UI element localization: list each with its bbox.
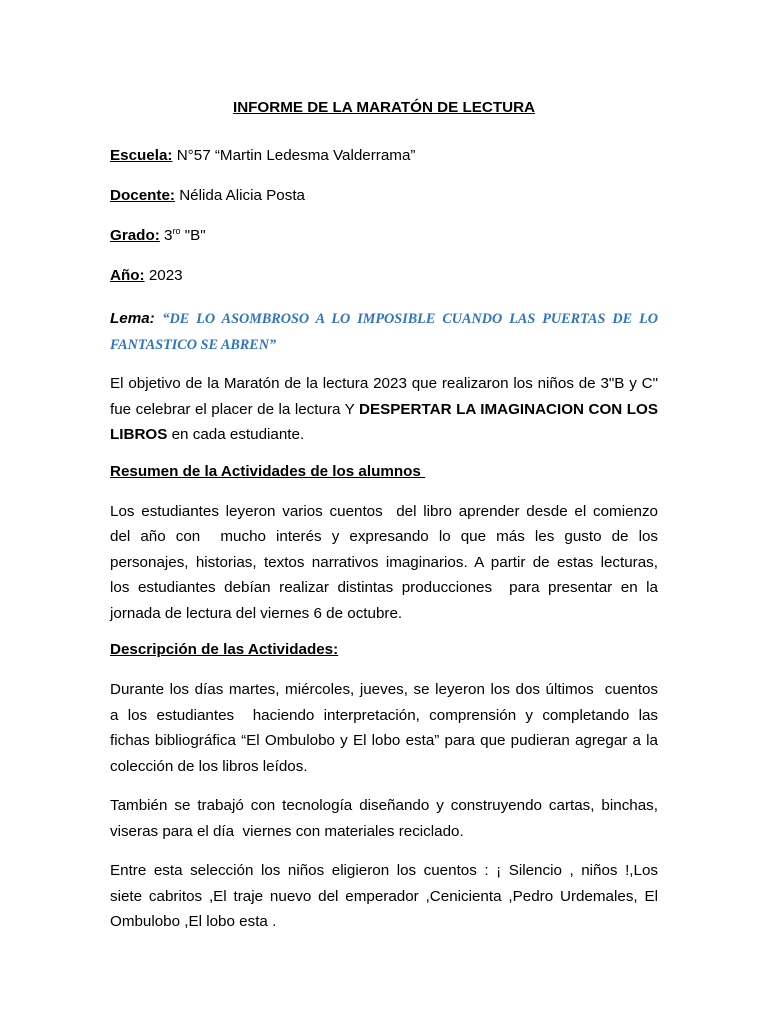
summary-heading: Resumen de la Actividades de los alumnos xyxy=(110,462,426,480)
teacher-value: Nélida Alicia Posta xyxy=(174,187,305,204)
year-value: 2023 xyxy=(144,267,183,284)
objective-paragraph xyxy=(110,371,658,448)
description-heading: Descripción de las Actividades: xyxy=(110,641,339,658)
document-title: INFORME DE LA MARATÓN DE LECTURA xyxy=(232,99,536,116)
description-line: viseras para el día viernes con materiales reciclado. xyxy=(110,822,464,840)
description-line: colección de los libros leídos. xyxy=(110,757,308,775)
description-paragraph-1 xyxy=(110,677,658,779)
description-line: a los estudiantes haciendo interpretación, comprensión y completando las xyxy=(110,706,658,724)
grade-field xyxy=(110,226,658,246)
description-paragraph-2 xyxy=(110,793,658,844)
summary-line: del año con mucho interés y expresando lo que más les gusto de los xyxy=(110,528,658,545)
document-page xyxy=(110,98,658,949)
description-line: Entre esta selección los niños eligieron los cuentos : ¡ Silencio , niños !,Los xyxy=(110,862,658,879)
motto-label: Lema: xyxy=(110,310,155,327)
summary-paragraph xyxy=(110,499,658,627)
description-line: Durante los días martes, miércoles, jueves, se leyeron los dos últimos cuentos xyxy=(110,681,658,698)
description-line: fichas bibliográfica “El Ombulobo y El lobo esta” para que pudieran agregar a la xyxy=(110,732,658,749)
teacher-field xyxy=(110,186,658,206)
description-paragraph-3 xyxy=(110,858,658,935)
school-value: N°57 “Martin Ledesma Valderrama” xyxy=(172,147,416,164)
motto-text: “DE LO ASOMBROSO A LO IMPOSIBLE CUANDO LAS PUERTAS DE LO FANTASTICO SE ABREN” xyxy=(110,311,658,353)
description-line: También se trabajó con tecnología diseñando y construyendo cartas, binchas, xyxy=(110,797,658,814)
year-field xyxy=(110,266,658,286)
grade-value-number: 3 xyxy=(159,227,173,244)
summary-line: los estudiantes debían realizar distintas producciones para presentar en la xyxy=(110,579,658,596)
objective-text-start: El objetivo de la Maratón de la lectura 2023 que realizaron los niños de 3"B y C" fue celebrar el placer de la lectura Y xyxy=(110,375,658,418)
description-line: Ombulobo ,El lobo esta . xyxy=(110,913,277,930)
school-label: Escuela: xyxy=(110,147,173,164)
objective-text-end: en cada estudiante. xyxy=(167,426,305,443)
grade-label: Grado: xyxy=(110,227,160,244)
year-label: Año: xyxy=(110,267,145,284)
grade-value-ordinal: ro xyxy=(172,226,181,236)
description-line: siete cabritos ,El traje nuevo del emperador ,Cenicienta ,Pedro Urdemales, El xyxy=(110,887,658,905)
motto xyxy=(110,306,658,358)
summary-line: Los estudiantes leyeron varios cuentos del libro aprender desde el comienzo xyxy=(110,502,658,520)
objective-emphasis: DESPERTAR LA IMAGINACION CON LOS LIBROS xyxy=(110,400,658,443)
grade-value-section: "B" xyxy=(180,227,206,244)
school-field xyxy=(110,146,658,166)
summary-line: jornada de lectura del viernes 6 de octubre. xyxy=(110,604,403,622)
summary-line: personajes, historias, textos narrativos imaginarios. A partir de estas lecturas, xyxy=(110,553,658,571)
teacher-label: Docente: xyxy=(110,187,175,204)
